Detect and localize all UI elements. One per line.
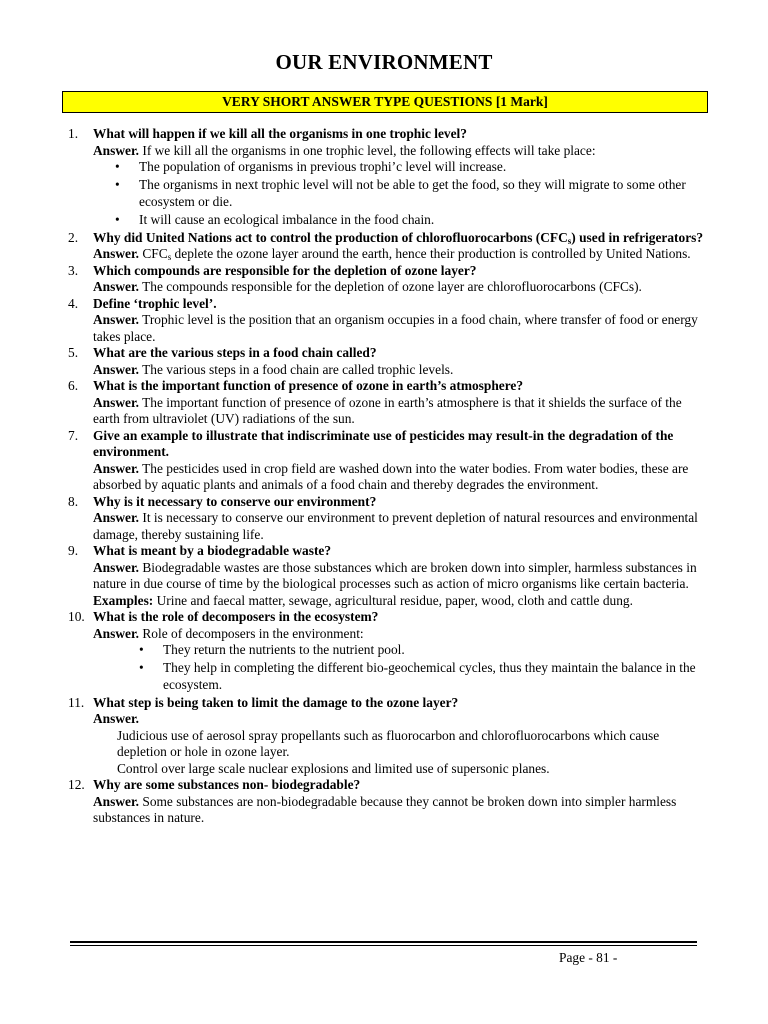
question-text: Why did United Nations act to control the production of chlorofluorocarbons $(CFC_s)$ used in refrigerators? — [93, 229, 704, 246]
answer — [93, 395, 710, 428]
answer-label: Answer. — [93, 793, 140, 809]
answer-text: If we kill all the organisms in one trophic level, the following effects will take place: — [142, 142, 596, 158]
answer-text: The compounds responsible for the depletion of ozone layer are chlorofluorocarbons (CFCs). — [142, 279, 642, 294]
answer-label: Answer. — [93, 279, 140, 294]
page-title: OUR ENVIRONMENT — [275, 50, 493, 74]
answer — [93, 362, 710, 379]
question-item — [68, 126, 710, 228]
section-heading: VERY SHORT ANSWER TYPE QUESTIONS [1 Mark] — [62, 91, 708, 113]
page-number: Page - 81 - — [559, 950, 618, 965]
question-number: 11. — [68, 694, 85, 710]
list-item: • The population of organisms in previous trophi’c level will increase. — [139, 159, 710, 176]
answer-point: Judicious use of aerosol spray propellants such as fluorocarbon and chlorofluorocarbons which cause depletion or hole in ozone layer. — [117, 727, 660, 759]
answer-label: Answer. — [93, 625, 140, 641]
answer-text: The various steps in a food chain are called trophic levels. — [142, 361, 454, 377]
question-item — [68, 543, 710, 609]
answer — [93, 312, 710, 345]
bullet-list — [93, 159, 710, 228]
answer: Answer. $CFC_s$ deplete the ozone layer around the earth, hence their production is controlled by United Nations. — [93, 246, 691, 262]
question-text: What is the important function of presence of ozone in earth’s atmosphere? — [93, 378, 524, 393]
question-item — [68, 230, 710, 263]
footer-divider — [70, 945, 697, 946]
question-number: 10. — [68, 609, 85, 624]
question-number: 12. — [68, 777, 85, 792]
question-item — [68, 695, 710, 778]
answer-text: Biodegradable wastes are those substances which are broken down into simpler, harmless substances in nature in due course of time by the biological processes such as action of micro organisms like certain bacteria. — [93, 559, 697, 591]
question-item — [68, 345, 710, 378]
question-item — [68, 263, 710, 296]
answer-text: The important function of presence of ozone in earth’s atmosphere is that it shields the surface of the earth from ultraviolet (UV) radiations of the sun. — [93, 394, 682, 426]
answer — [93, 143, 710, 160]
answer — [93, 794, 710, 827]
answer — [93, 461, 710, 494]
answer-label: Answer. — [93, 510, 140, 525]
question-item — [68, 378, 710, 428]
question-number: 5. — [68, 345, 79, 360]
answer-label: Answer. — [93, 246, 140, 261]
question-number: 8. — [68, 493, 79, 509]
question-number: 7. — [68, 427, 79, 443]
answer-label: Answer. — [93, 460, 140, 476]
question-text: Why is it necessary to conserve our environment? — [93, 493, 377, 509]
question-item — [68, 428, 710, 494]
question-item — [68, 777, 710, 827]
question-number: 4. — [68, 295, 79, 311]
question-item — [68, 494, 710, 544]
question-text: What will happen if we kill all the organisms in one trophic level? — [93, 126, 467, 141]
answer — [93, 560, 710, 593]
examples-text: Urine and faecal matter, sewage, agricultural residue, paper, wood, cloth and cattle dung. — [156, 592, 633, 608]
answer-text: The pesticides used in crop field are washed down into the water bodies. From water bodies, these are absorbed by aquatic plants and animals of a food chain and thereby degrades the environment. — [93, 460, 689, 492]
examples-label: Examples: — [93, 592, 154, 608]
question-text: What is the role of decomposers in the ecosystem? — [93, 609, 379, 624]
answer-label: Answer. — [93, 559, 140, 575]
answer-point: Control over large scale nuclear explosions and limited use of supersonic planes. — [117, 760, 550, 776]
answer-label: Answer. — [93, 312, 140, 327]
question-text: What step is being taken to limit the damage to the ozone layer? — [93, 694, 459, 710]
answer-text: Role of decomposers in the environment: — [142, 625, 364, 641]
question-number: 1. — [68, 126, 79, 141]
question-text: What is meant by a biodegradable waste? — [93, 543, 332, 558]
question-text: Why are some substances non- biodegradable? — [93, 777, 361, 792]
answer-text: Some substances are non-biodegradable because they cannot be broken down into simpler harmless substances in nature. — [93, 793, 677, 825]
answer — [93, 510, 710, 543]
question-number: 6. — [68, 378, 79, 393]
question-text: Give an example to illustrate that indiscriminate use of pesticides may result-in the degradation of the environment. — [93, 427, 674, 459]
answer-label: Answer. — [93, 142, 140, 158]
bullet-list — [93, 642, 710, 693]
footer-divider — [70, 941, 697, 943]
list-item: • They help in completing the different bio-geochemical cycles, thus they maintain the balance in the ecosystem. — [163, 660, 710, 693]
answer-text: Trophic level is the position that an organism occupies in a food chain, where transfer of food or energy takes place. — [93, 312, 698, 344]
answer-text: It is necessary to conserve our environment to prevent depletion of natural resources and environmental damage, thereby sustaining life. — [93, 510, 698, 542]
answer — [93, 279, 710, 296]
question-text: What are the various steps in a food chain called? — [93, 345, 377, 360]
question-item — [68, 609, 710, 693]
question-text: Which compounds are responsible for the depletion of ozone layer? — [93, 262, 477, 278]
examples — [93, 593, 710, 610]
list-item: • It will cause an ecological imbalance in the food chain. — [139, 212, 710, 229]
answer-label: Answer. — [93, 394, 140, 410]
question-text: Define ‘trophic level’. — [93, 295, 217, 311]
answer — [93, 626, 710, 643]
question-list — [68, 126, 710, 827]
question-item — [68, 296, 710, 346]
question-number: 9. — [68, 543, 79, 558]
question-number: 2. — [68, 229, 79, 245]
answer-label: Answer. — [93, 361, 140, 377]
list-item: • The organisms in next trophic level will not be able to get the food, so they will migrate to some other ecosystem or die. — [139, 177, 710, 210]
answer-label: Answer. — [93, 711, 140, 726]
question-number: 3. — [68, 262, 79, 278]
list-item: • They return the nutrients to the nutrient pool. — [163, 642, 710, 659]
